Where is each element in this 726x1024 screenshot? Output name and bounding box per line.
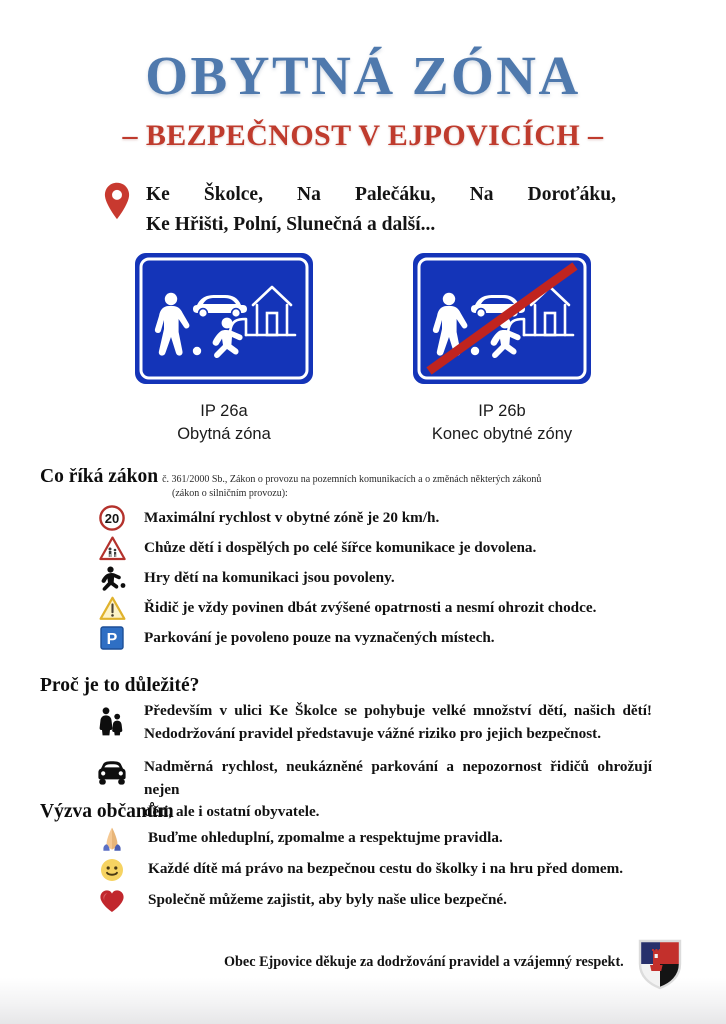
why-section-heading: Proč je to důležité? (40, 675, 200, 696)
call-to-action-list (92, 823, 652, 916)
child-playing-icon (92, 563, 132, 593)
list-item-line-2: děti, ale i ostatní obyvatele. (144, 803, 320, 820)
smiling-face-icon (92, 854, 132, 885)
list-item-text: Každé dítě má právo na bezpečnou cestu do školky i na hru před domem. (148, 860, 624, 878)
law-section-heading-block (40, 466, 665, 499)
list-item (92, 854, 652, 885)
list-item-text: Parkování je povoleno pouze na vyznačených místech. (144, 628, 495, 646)
footer-text: Obec Ejpovice děkuje za dodržování pravidel a vzájemný respekt. (224, 954, 624, 970)
sign-captions (0, 400, 726, 450)
list-item-text: Chůze dětí i dospělých po celé šířce komunikace je dovolena. (144, 538, 537, 556)
list-item-text: Buďme ohleduplní, zpomalme a respektujme pravidla. (148, 829, 503, 847)
children-warning-triangle-icon (92, 533, 132, 563)
list-item-text: Společně můžeme zajistit, aby byly naše ulice bezpečné. (148, 891, 507, 909)
page-subtitle: – BEZPEČNOST V EJPOVICÍCH – (122, 119, 604, 152)
list-item-line-1: Především v ulici Ke Školce se pohybuje velké množství dětí, našich dětí! (144, 702, 652, 719)
street-list-text (146, 180, 616, 240)
ip26b-end-of-residential-zone-sign (413, 253, 591, 384)
car-front-icon (92, 756, 132, 802)
list-item-text: Maximální rychlost v obytné zóně je 20 km/h. (144, 508, 440, 526)
list-item (92, 756, 652, 824)
list-item (92, 593, 652, 623)
svg-text:20: 20 (104, 511, 120, 526)
page-title: OBYTNÁ ZÓNA (145, 45, 581, 106)
list-item-text: Hry dětí na komunikaci jsou povoleny. (144, 568, 395, 586)
street-list-line-2: Ke Hřišti, Polní, Slunečná a další... (146, 214, 436, 236)
sign-caption-ip26b (382, 400, 622, 447)
list-item-text: Řidič je vždy povinen dbát zvýšené opatrnosti a nesmí ohrozit chodce. (144, 598, 597, 616)
parking-p-icon (92, 623, 132, 653)
warning-triangle-icon (92, 593, 132, 623)
list-item (92, 823, 652, 854)
sign-code-ip26b: IP 26b (478, 402, 526, 420)
list-item (92, 700, 652, 746)
list-item-text (132, 756, 652, 824)
ejpovice-coat-of-arms (637, 938, 683, 990)
call-section-heading: Výzva občanům (40, 801, 174, 822)
law-citation-line-2: (zákon o silničním provozu): (172, 488, 288, 499)
list-item (92, 563, 652, 593)
law-rules-list (92, 503, 652, 653)
speed-limit-20-icon (92, 503, 132, 533)
list-item-line-1: Nadměrná rychlost, neukázněné parkování a nepozornost řidičů ohrožují nejen (144, 758, 652, 798)
praying-hands-icon (92, 823, 132, 854)
sign-name-ip26b: Konec obytné zóny (431, 425, 573, 444)
list-item (92, 623, 652, 653)
list-item (92, 885, 652, 916)
family-adult-child-icon (92, 700, 132, 746)
why-reasons-list (92, 700, 652, 834)
traffic-signs-group (0, 253, 726, 388)
list-item (92, 503, 652, 533)
list-item-line-2: Nedodržování pravidel představuje vážné riziko pro jejich bezpečnost. (144, 724, 601, 742)
law-citation-line-1: č. 361/2000 Sb., Zákon o provozu na pozemních komunikacích a o změnách některých zákonů (162, 474, 542, 485)
red-heart-icon (92, 885, 132, 916)
list-item (92, 533, 652, 563)
ip26a-residential-zone-sign (135, 253, 313, 384)
footer (0, 948, 726, 1004)
sign-caption-ip26a (104, 400, 344, 447)
sign-name-ip26a: Obytná zóna (177, 425, 271, 444)
street-list-line-1: Ke Školce, Na Palečáku, Na Doroťáku, (146, 184, 616, 205)
svg-text:P: P (106, 631, 118, 649)
location-pin-icon (104, 182, 130, 220)
law-section-heading: Co říká zákon (40, 466, 159, 487)
street-list (104, 180, 624, 240)
list-item-text (132, 700, 652, 745)
sign-code-ip26a: IP 26a (200, 402, 248, 420)
